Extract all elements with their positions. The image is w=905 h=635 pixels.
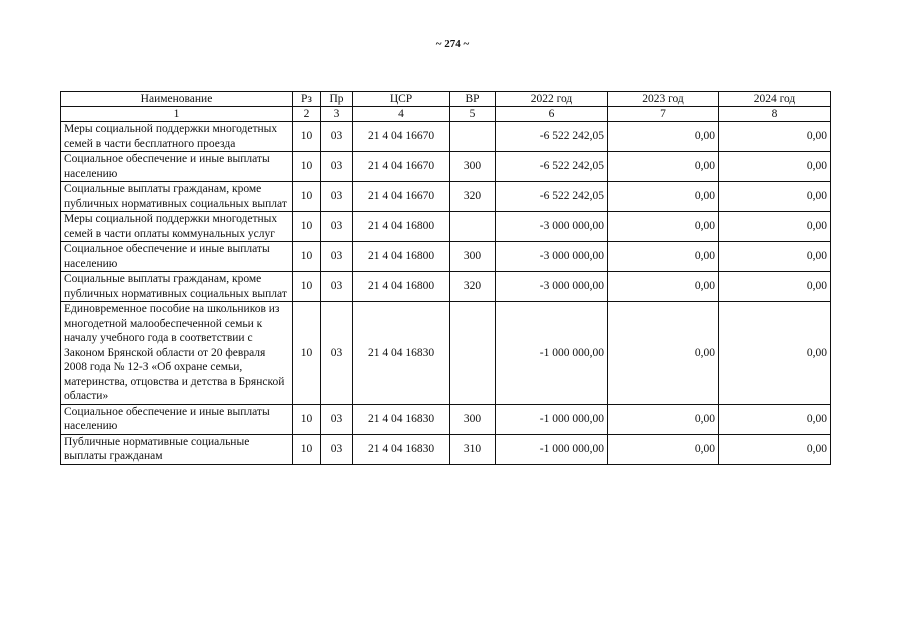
row-vr: [450, 122, 496, 152]
table-row: [61, 182, 831, 212]
row-2023: 0,00: [608, 212, 719, 242]
row-vr: 300: [450, 242, 496, 272]
column-number: 6: [496, 107, 608, 122]
row-2024: 0,00: [719, 182, 831, 212]
row-2022: -1 000 000,00: [496, 302, 608, 405]
column-number: 5: [450, 107, 496, 122]
row-name: Меры социальной поддержки многодетных семей в части оплаты коммунальных услуг: [61, 212, 293, 242]
row-2023: 0,00: [608, 434, 719, 464]
row-csr: 21 4 04 16670: [353, 182, 450, 212]
row-vr: [450, 212, 496, 242]
row-vr: 300: [450, 152, 496, 182]
table-row: [61, 212, 831, 242]
row-rz: 10: [293, 242, 321, 272]
row-2022: -1 000 000,00: [496, 434, 608, 464]
row-2024: 0,00: [719, 272, 831, 302]
table-row: [61, 242, 831, 272]
row-2023: 0,00: [608, 404, 719, 434]
row-2024: 0,00: [719, 242, 831, 272]
row-2023: 0,00: [608, 242, 719, 272]
row-name: Социальное обеспечение и иные выплаты населению: [61, 242, 293, 272]
row-rz: 10: [293, 212, 321, 242]
row-rz: 10: [293, 272, 321, 302]
row-csr: 21 4 04 16830: [353, 302, 450, 405]
table-row: [61, 122, 831, 152]
row-2022: -3 000 000,00: [496, 272, 608, 302]
row-name: Социальные выплаты гражданам, кроме публичных нормативных социальных выплат: [61, 272, 293, 302]
row-name: Публичные нормативные социальные выплаты гражданам: [61, 434, 293, 464]
row-csr: 21 4 04 16800: [353, 272, 450, 302]
header-2023: 2023 год: [608, 92, 719, 107]
row-csr: 21 4 04 16800: [353, 242, 450, 272]
row-2022: -6 522 242,05: [496, 152, 608, 182]
header-vr: ВР: [450, 92, 496, 107]
table-row: [61, 404, 831, 434]
header-csr: ЦСР: [353, 92, 450, 107]
row-pr: 03: [321, 122, 353, 152]
row-name: Социальные выплаты гражданам, кроме публичных нормативных социальных выплат: [61, 182, 293, 212]
row-csr: 21 4 04 16800: [353, 212, 450, 242]
row-2022: -3 000 000,00: [496, 212, 608, 242]
table-row: [61, 302, 831, 405]
row-2022: -6 522 242,05: [496, 182, 608, 212]
header-2022: 2022 год: [496, 92, 608, 107]
column-number: 8: [719, 107, 831, 122]
row-2024: 0,00: [719, 434, 831, 464]
row-vr: 320: [450, 182, 496, 212]
row-pr: 03: [321, 242, 353, 272]
row-2023: 0,00: [608, 152, 719, 182]
header-pr: Пр: [321, 92, 353, 107]
row-pr: 03: [321, 182, 353, 212]
row-vr: 300: [450, 404, 496, 434]
row-pr: 03: [321, 212, 353, 242]
header-rz: Рз: [293, 92, 321, 107]
row-rz: 10: [293, 302, 321, 405]
page-number: ~ 274 ~: [435, 38, 470, 50]
row-pr: 03: [321, 272, 353, 302]
row-2024: 0,00: [719, 404, 831, 434]
column-number: 1: [61, 107, 293, 122]
row-csr: 21 4 04 16670: [353, 122, 450, 152]
header-2024: 2024 год: [719, 92, 831, 107]
header-name: Наименование: [61, 92, 293, 107]
row-pr: 03: [321, 152, 353, 182]
column-number: 7: [608, 107, 719, 122]
column-number: 3: [321, 107, 353, 122]
row-2023: 0,00: [608, 122, 719, 152]
column-number: 4: [353, 107, 450, 122]
row-rz: 10: [293, 152, 321, 182]
row-2024: 0,00: [719, 302, 831, 405]
table-row: [61, 434, 831, 464]
row-rz: 10: [293, 182, 321, 212]
row-name: Социальное обеспечение и иные выплаты населению: [61, 152, 293, 182]
row-2024: 0,00: [719, 212, 831, 242]
row-rz: 10: [293, 122, 321, 152]
row-2023: 0,00: [608, 182, 719, 212]
row-csr: 21 4 04 16830: [353, 434, 450, 464]
row-2022: -6 522 242,05: [496, 122, 608, 152]
table-row: [61, 152, 831, 182]
row-pr: 03: [321, 302, 353, 405]
row-pr: 03: [321, 434, 353, 464]
column-number: 2: [293, 107, 321, 122]
row-2024: 0,00: [719, 122, 831, 152]
row-pr: 03: [321, 404, 353, 434]
row-2024: 0,00: [719, 152, 831, 182]
budget-table: [60, 91, 831, 465]
row-rz: 10: [293, 404, 321, 434]
row-2022: -1 000 000,00: [496, 404, 608, 434]
row-vr: [450, 302, 496, 405]
row-csr: 21 4 04 16670: [353, 152, 450, 182]
table-row: [61, 272, 831, 302]
row-vr: 320: [450, 272, 496, 302]
header-row: [61, 92, 831, 107]
row-vr: 310: [450, 434, 496, 464]
row-name: Единовременное пособие на школьников из многодетной малообеспеченной семьи к началу учебного года в соответствии с Законом Брянской области от 20 февраля 2008 года № 12-З «Об охране семьи, материнства, отцовства и детства в Брянской области»: [61, 302, 293, 405]
row-2023: 0,00: [608, 272, 719, 302]
row-csr: 21 4 04 16830: [353, 404, 450, 434]
row-name: Меры социальной поддержки многодетных семей в части бесплатного проезда: [61, 122, 293, 152]
row-2023: 0,00: [608, 302, 719, 405]
column-numbers-row: [61, 107, 831, 122]
row-rz: 10: [293, 434, 321, 464]
row-name: Социальное обеспечение и иные выплаты населению: [61, 404, 293, 434]
row-2022: -3 000 000,00: [496, 242, 608, 272]
